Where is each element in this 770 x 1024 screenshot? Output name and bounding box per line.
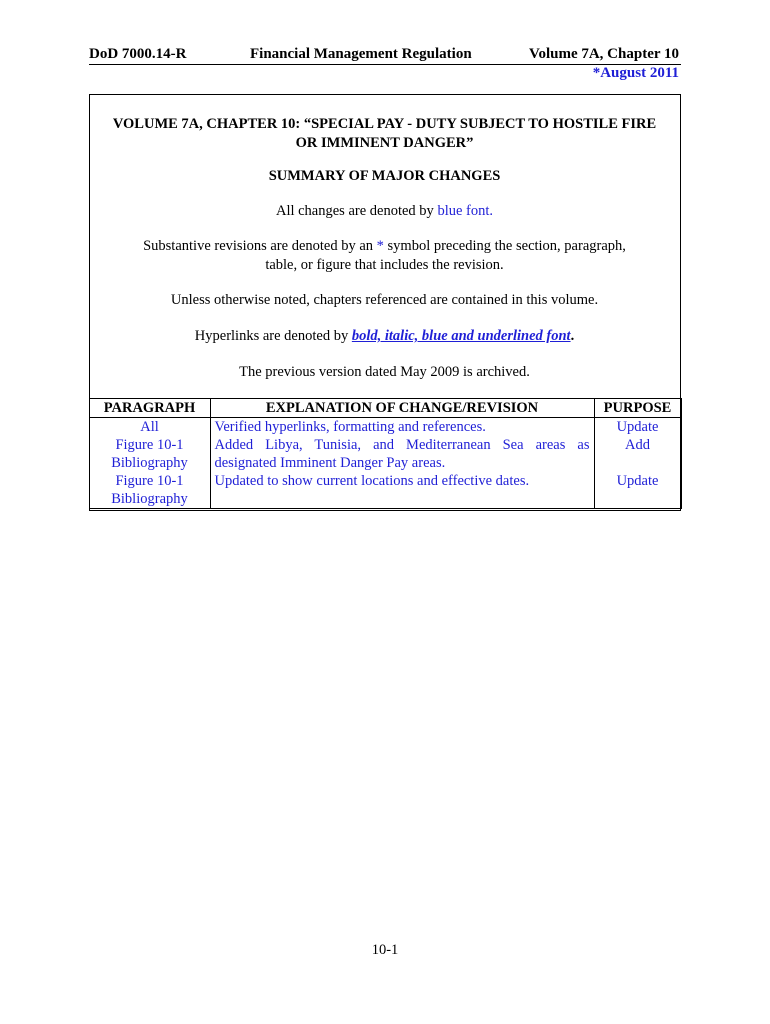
paragraph-line-1: Figure 10-1	[115, 437, 184, 453]
explanation-cell: Verified hyperlinks, formatting and references.	[210, 418, 594, 437]
volume-chapter: Volume 7A, Chapter 10	[528, 46, 679, 62]
paragraph-line-1: Figure 10-1	[115, 473, 184, 489]
paragraph-line-2: Bibliography	[111, 455, 188, 471]
archived-note: The previous version dated May 2009 is archived.	[239, 364, 530, 380]
substantive-suffix: symbol preceding the section, paragraph,	[383, 238, 626, 254]
table-row	[89, 472, 681, 509]
paragraph-column-header: PARAGRAPH	[89, 399, 210, 418]
summary-box	[89, 94, 681, 511]
chapters-note: Unless otherwise noted, chapters referenced are contained in this volume.	[170, 292, 599, 308]
changes-note-text: All changes are denoted by	[275, 203, 438, 219]
changes-table	[89, 398, 682, 509]
page-number: 10-1	[371, 942, 399, 958]
paragraph-cell	[89, 472, 210, 509]
table-header-row	[89, 399, 681, 418]
paragraph-cell	[89, 436, 210, 472]
table-row	[89, 436, 681, 472]
purpose-cell: Update	[594, 472, 681, 509]
hyperlink-style-example: bold, italic, blue and underlined font	[351, 328, 571, 344]
chapter-title	[90, 115, 679, 153]
purpose-cell: Add	[594, 436, 681, 472]
chapter-title-line-2: OR IMMINENT DANGER”	[295, 135, 474, 151]
document-id: DoD 7000.14-R	[89, 46, 187, 62]
table-row	[89, 418, 681, 437]
hyperlinks-suffix: .	[570, 328, 575, 344]
page-header	[89, 46, 681, 86]
paragraph-cell: All	[89, 418, 210, 437]
asterisk-symbol: *	[376, 238, 384, 254]
substantive-prefix: Substantive revisions are denoted by an	[143, 238, 377, 254]
regulation-title: Financial Management Regulation	[250, 46, 472, 62]
changes-note	[90, 202, 679, 221]
explanation-cell: Added Libya, Tunisia, and Mediterranean Sea areas as designated Imminent Danger Pay areas.	[210, 436, 594, 472]
hyperlinks-note	[90, 327, 679, 346]
substantive-note-line-2: table, or figure that includes the revision.	[265, 257, 504, 273]
substantive-note-line-1	[90, 237, 679, 256]
purpose-cell: Update	[594, 418, 681, 437]
chapter-title-line-1: VOLUME 7A, CHAPTER 10: “SPECIAL PAY - DUTY SUBJECT TO HOSTILE FIRE	[112, 116, 657, 132]
revision-date: *August 2011	[592, 65, 679, 81]
purpose-column-header: PURPOSE	[594, 399, 681, 418]
hyperlinks-prefix: Hyperlinks are denoted by	[194, 328, 352, 344]
changes-note-blue: blue font.	[437, 203, 494, 219]
explanation-cell: Updated to show current locations and effective dates.	[210, 472, 594, 509]
paragraph-line-2: Bibliography	[111, 491, 188, 507]
substantive-note	[90, 237, 679, 275]
explanation-column-header: EXPLANATION OF CHANGE/REVISION	[210, 399, 594, 418]
summary-heading: SUMMARY OF MAJOR CHANGES	[268, 168, 501, 184]
